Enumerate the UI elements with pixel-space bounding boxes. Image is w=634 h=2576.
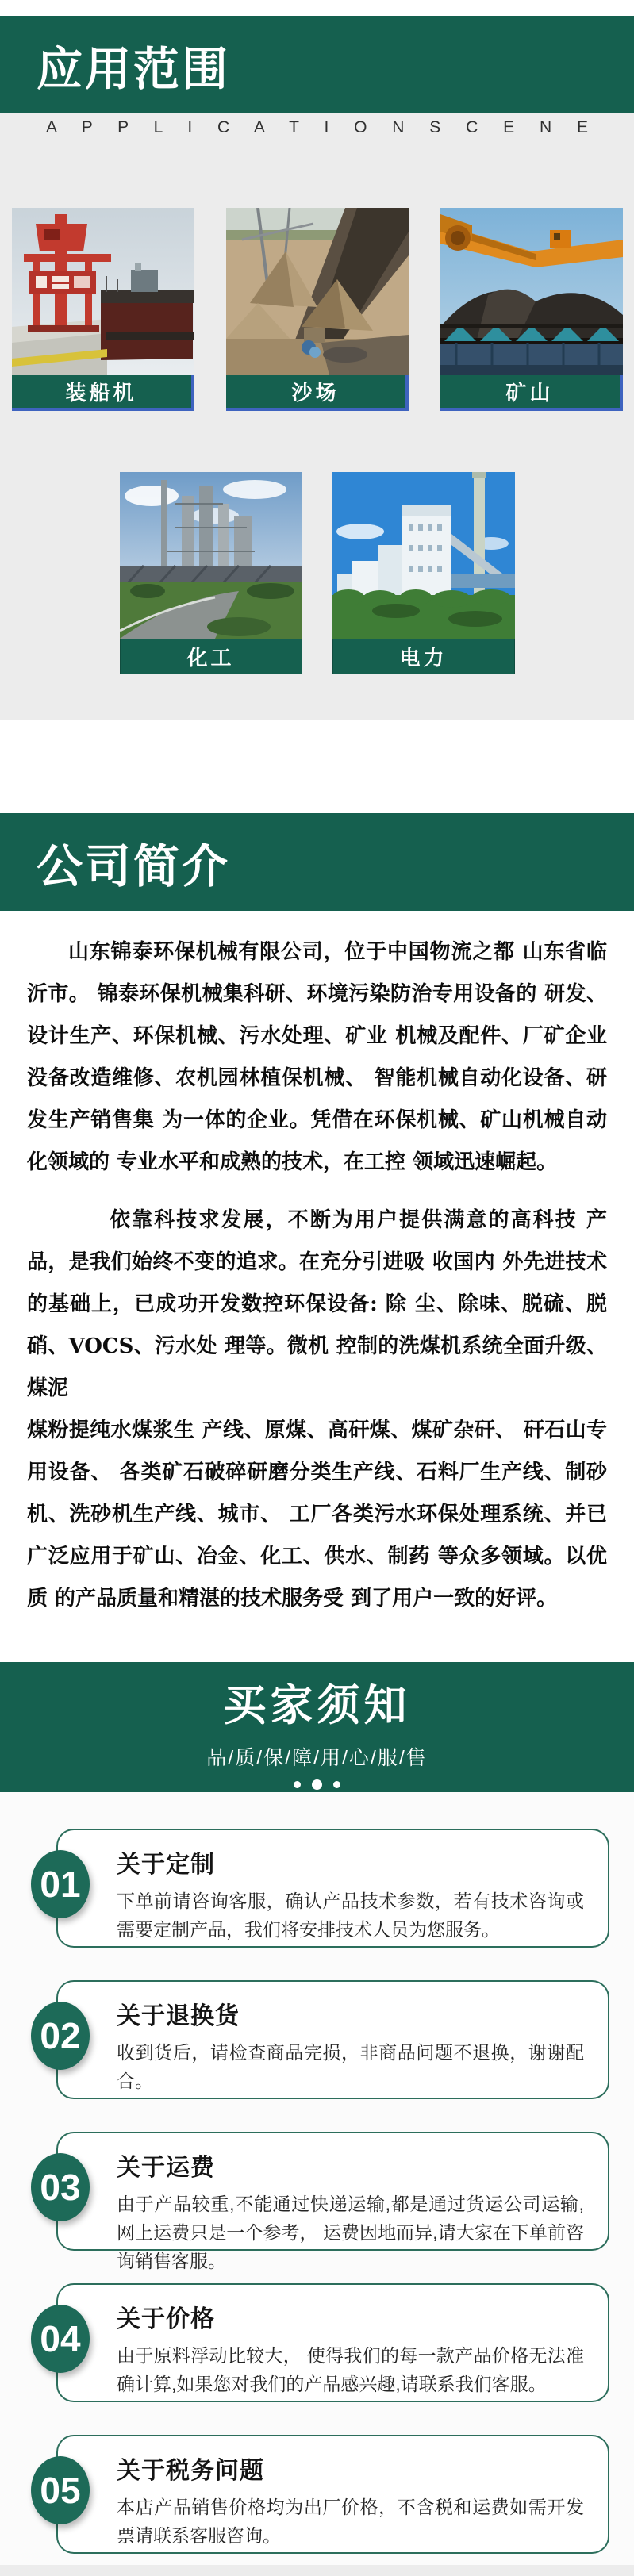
application-item-power xyxy=(332,472,515,674)
application-item-ship-loader xyxy=(12,208,194,411)
notice-number-badge: 01 xyxy=(31,1850,90,1918)
application-item-mine xyxy=(440,208,623,411)
power-plant-photo xyxy=(332,472,515,639)
application-item-chemical xyxy=(120,472,302,674)
notice-content xyxy=(58,1830,608,1944)
company-paragraph-2: 依靠科技求发展，不断为用户提供满意的高科技 产品，是我们始终不变的追求。在充分引进吸 收国内 外先进技术的基础上，已成功开发数控环保设备: 除 尘、除味、脱硫、脱硝、VOCS、污水处 理等。微机 控制的洗煤机系统全面升级、煤泥 xyxy=(27,1208,607,1400)
notice-title: 关于运费 xyxy=(117,2155,215,2181)
label-ship-loader: 装船机 xyxy=(12,375,194,411)
ship-loader-photo xyxy=(12,208,194,375)
notice-body: 下单前请咨询客服，确认产品技术参数，若有技术咨询或需要定制产品，我们将安排技术人员为您服务。 xyxy=(117,1891,584,1940)
application-section xyxy=(0,113,634,720)
dot-icon xyxy=(294,1781,301,1788)
notice-title: 关于定制 xyxy=(117,1852,215,1878)
chemical-plant-photo xyxy=(120,472,302,639)
notice-content xyxy=(58,2285,608,2398)
label-power: 电力 xyxy=(332,639,515,674)
application-subtitle: A P P L I C A T I O N S C E N E xyxy=(46,117,598,136)
application-row-1 xyxy=(0,141,634,411)
dots-divider xyxy=(0,1779,634,1790)
buyer-notice-slogan: 品/质/保/障/用/心/服/售 xyxy=(206,1747,428,1769)
notice-card-returns xyxy=(40,1980,609,2099)
mine-photo xyxy=(440,208,623,375)
notice-content xyxy=(58,2133,608,2275)
notice-number-badge: 05 xyxy=(31,2456,90,2524)
notice-card-price xyxy=(40,2283,609,2402)
application-section-header xyxy=(0,16,634,113)
bottom-gray-strip xyxy=(0,2565,634,2576)
notice-body: 由于原料浮动比较大， 使得我们的每一款产品价格无法准确计算,如果您对我们的产品感兴趣,请联系我们客服。 xyxy=(117,2345,584,2394)
notice-content xyxy=(58,1982,608,2095)
company-paragraph-1: 山东锦泰环保机械有限公司，位于中国物流之都 山东省临沂市。 锦泰环保机械集科研、环境污染防治专用设备的 研发、设计生产、环保机械、污水处理、矿业 机械及配件、厂矿企业没备改造维修、农机园林植保机械、 智能机械自动化设备、研发生产销售集 为一体的企业。凭借在环保机械、矿山机械自动化领域的 专业水平和成熟的技术，在工控 领域迅速崛起。 xyxy=(27,940,607,1174)
notice-content xyxy=(58,2436,608,2550)
notice-title: 关于价格 xyxy=(117,2306,215,2332)
notice-body: 收到货后，请检查商品完损，非商品问题不退换，谢谢配合。 xyxy=(117,2042,584,2091)
company-intro-text xyxy=(0,911,634,1662)
notice-title: 关于税务问题 xyxy=(117,2458,264,2484)
top-white-strip xyxy=(0,0,634,16)
company-title: 公司简介 xyxy=(37,839,231,893)
notice-body: 由于产品较重,不能通过快递运输,都是通过货运公司运输,网上运费只是一个参考， 运费因地而异,请大家在下单前咨询销售客服。 xyxy=(117,2194,584,2271)
application-item-sand-yard xyxy=(226,208,409,411)
label-mine: 矿山 xyxy=(440,375,623,411)
company-section-header xyxy=(0,813,634,911)
dot-icon xyxy=(312,1779,322,1790)
white-gap xyxy=(0,720,634,813)
notice-number-badge: 02 xyxy=(31,2002,90,2070)
notice-list xyxy=(0,1792,634,2565)
notice-card-shipping xyxy=(40,2132,609,2271)
notice-number-badge: 03 xyxy=(31,2153,90,2221)
application-title: 应用范围 xyxy=(37,41,231,96)
notice-card-tax xyxy=(40,2435,609,2554)
notice-number-badge: 04 xyxy=(31,2305,90,2373)
label-sand-yard: 沙场 xyxy=(226,375,409,411)
buyer-notice-title: 买家须知 xyxy=(223,1682,411,1729)
notice-title: 关于退换货 xyxy=(117,2003,240,2029)
buyer-notice-header xyxy=(0,1662,634,1792)
notice-body: 本店产品销售价格均为出厂价格，不含税和运费如需开发票请联系客服咨询。 xyxy=(117,2497,584,2546)
application-row-2 xyxy=(0,411,634,720)
sand-yard-photo xyxy=(226,208,409,375)
dot-icon xyxy=(333,1781,340,1788)
label-chemical: 化工 xyxy=(120,639,302,674)
notice-card-customization xyxy=(40,1829,609,1948)
company-paragraph-3: 煤粉提纯水煤浆生 产线、原煤、高矸煤、煤矿杂矸、 矸石山专用设备、 各类矿石破碎研磨分类生产线、石料厂生产线、制砂 机、洗砂机生产线、城市、 工厂各类污水环保处理系统、并已广泛应用于矿山、冶金、化工、供水、制药 等众多领域。以优质 的产品质量和精湛的技术服务受 到了用户一致的好评。 xyxy=(27,1419,607,1610)
